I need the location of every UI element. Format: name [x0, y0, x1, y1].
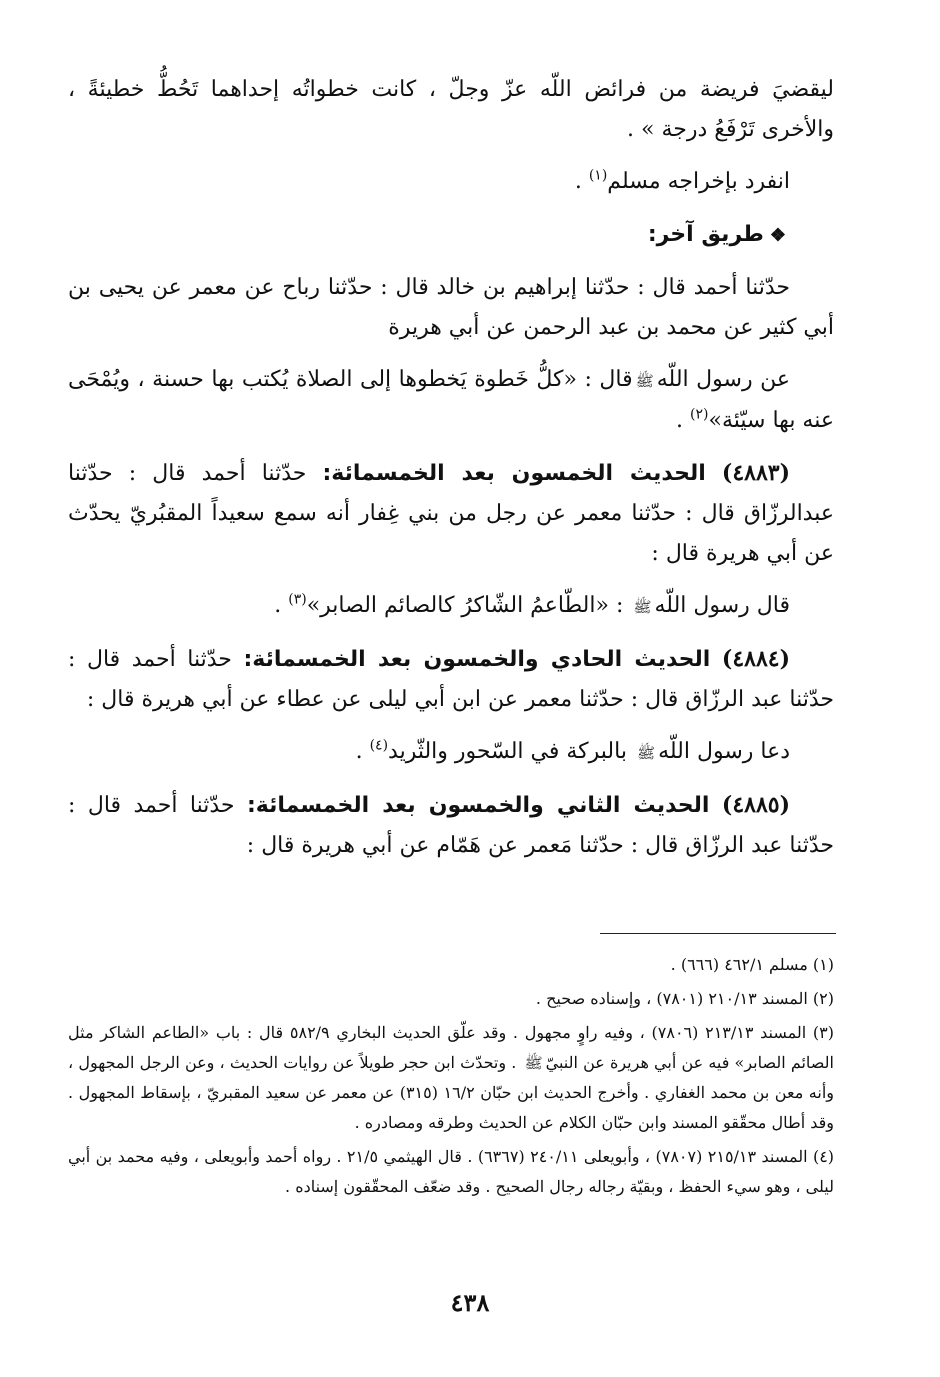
footnote-text: . وتحدّث ابن حجر طويلاً عن روايات الحديث ، وعن الرجل المجهول ، وأنه معن بن محمد الغفاري . وأخرج الحديث ابن حبّان ١٦/٢ (٣١٥) عن معمر عن سعيد المقبريّ ، بإسقاط المجهول . وقد أطال محقّقو المسند وابن حبّان الكلام عن الحديث وطرقه ومصادره . — [68, 1053, 835, 1132]
hadith-number: (٤٨٨٤) — [721, 646, 791, 672]
punctuation: . — [676, 408, 691, 433]
hadith-isnad: حدّثنا أحمد قال : حدّثنا عبدالرزّاق قال : حدّثنا معمر عن رجل من بني غِفار أنه سمع سعيداً المقبُريّ يحدّث عن أبي هريرة قال : — [68, 461, 834, 566]
paragraph-text: انفرد بإخراجه مسلم — [607, 169, 790, 194]
paragraph-text: عن رسول اللّه — [656, 367, 790, 392]
paragraph-text: ليقضيَ فريضة من فرائض اللّه عزّ وجلّ ، كانت خطواتُه إحداهما تَحُطُّ خطيئةً ، والأخرى تَرْفَعُ درجة » . — [68, 77, 834, 142]
footnote-ref: (٢) — [690, 406, 709, 423]
footnote-ref: (٤) — [369, 737, 389, 754]
paragraph-text: بالبركة في السّحور والثّريد — [388, 739, 634, 764]
salla-glyph: ﷺ — [524, 1054, 543, 1072]
paragraph-isnad — [68, 268, 834, 348]
main-text-block — [68, 70, 834, 878]
footnote-text: (٣) المسند ٢١٣/١٣ (٧٨٠٦) ، وفيه راوٍ مجهول . وقد علّق الحديث البخاري ٥٨٢/٩ قال : باب «الطاعم الشاكر مثل الصائم الصابر» فيه عن أبي هريرة عن النبيّ — [68, 1023, 835, 1072]
footnote-4: (٤) المسند ٢١٥/١٣ (٧٨٠٧) ، وأبويعلى ٢٤٠/١١ (٦٣٦٧) . قال الهيثمي ٢١/٥ . رواه أحمد وأبويعلى ، وفيه محمد بن أبي ليلى ، وهو سيء الحفظ ، وبقيّة رجاله رجال الصحيح . وقد ضعّف المحقّقون إسناده . — [68, 1147, 835, 1196]
footnote-separator — [600, 933, 836, 934]
hadith-number: (٤٨٨٥) — [721, 792, 790, 818]
footnote-1: (١) مسلم ٤٦٢/١ (٦٦٦) . — [670, 955, 834, 974]
punctuation: . — [355, 739, 370, 764]
hadith-4885 — [68, 785, 834, 866]
footnote-3 — [68, 1018, 834, 1138]
punctuation: . — [574, 169, 589, 194]
hadith-isnad: حدّثنا أحمد قال : حدّثنا عبد الرزّاق قال : حدّثنا معمر عن ابن أبي ليلى عن عطاء عن أبي هريرة قال : — [68, 647, 834, 712]
footnote-2: (٢) المسند ٢١٠/١٣ (٧٨٠١) ، وإسناده صحيح . — [535, 989, 834, 1008]
paragraph-text: قال رسول اللّه — [654, 593, 790, 618]
paragraph-text: : «الطّاعمُ الشّاكرُ كالصائم الصابر» — [306, 593, 631, 618]
hadith-number: (٤٨٨٣) — [721, 460, 790, 486]
hadith-isnad: حدّثنا أحمد قال : حدّثنا عبد الرزّاق قال : حدّثنا مَعمر عن هَمّام عن أبي هريرة قال : — [68, 793, 834, 858]
paragraph-hadith-text — [68, 586, 834, 627]
punctuation: . — [274, 593, 289, 618]
salla-glyph: ﷺ — [635, 372, 654, 390]
paragraph-hadith-text — [68, 360, 834, 441]
footnotes-block — [68, 950, 834, 1206]
hadith-4883 — [68, 453, 834, 574]
hadith-title: الحديث الحادي والخمسون بعد الخمسمائة: — [243, 647, 711, 672]
paragraph-muslim-note — [68, 162, 834, 202]
footnote-ref: (٣) — [288, 591, 307, 608]
hadith-title: الحديث الخمسون بعد الخمسمائة: — [322, 461, 706, 486]
paragraph-text: حدّثنا أحمد قال : حدّثنا إبراهيم بن خالد قال : حدّثنا رباح عن معمر عن يحيى بن أبي كثير عن محمد بن عبد الرحمن عن أبي هريرة — [68, 275, 834, 340]
diamond-icon: ❖ — [769, 225, 786, 246]
paragraph-continuation — [68, 70, 834, 150]
section-heading-tariq — [68, 214, 834, 256]
salla-glyph: ﷺ — [633, 598, 652, 616]
paragraph-hadith-text — [68, 732, 834, 773]
hadith-title: الحديث الثاني والخمسون بعد الخمسمائة: — [246, 793, 710, 818]
salla-glyph: ﷺ — [636, 744, 656, 762]
paragraph-text: قال : «كلُّ خَطوة يَخطوها إلى الصلاة يُكتب بها حسنة ، ويُمْحَى عنه بها سيّئة» — [68, 367, 834, 433]
page-number: ٤٣٨ — [450, 1288, 490, 1317]
hadith-4884 — [68, 639, 834, 720]
heading-text: طريق آخر: — [647, 222, 764, 247]
paragraph-text: دعا رسول اللّه — [658, 739, 790, 764]
footnote-ref: (١) — [588, 167, 608, 184]
